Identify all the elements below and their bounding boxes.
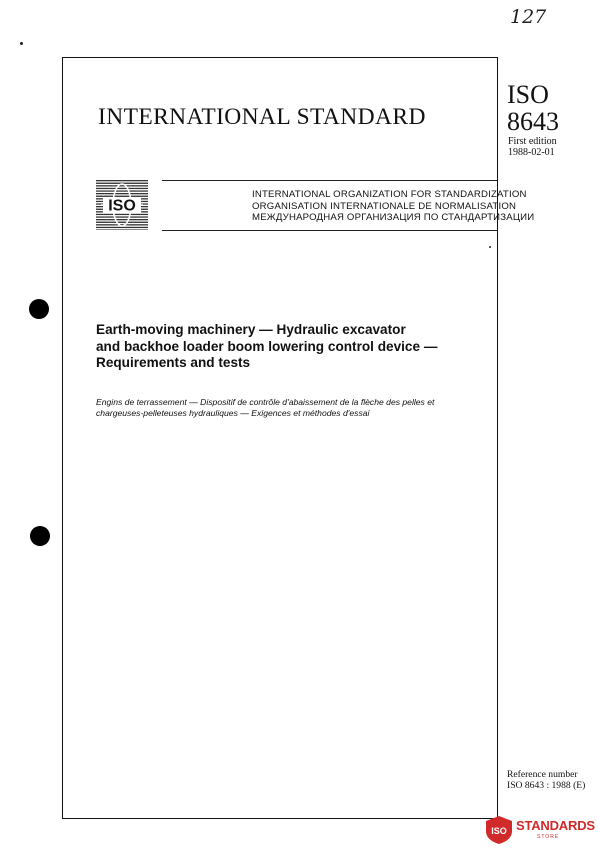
iso-code — [507, 81, 559, 135]
iso-logo — [96, 180, 148, 230]
rule-top — [162, 180, 497, 181]
org-name-ru: МЕЖДУНАРОДНАЯ ОРГАНИЗАЦИЯ ПО СТАНДАРТИЗАЦИИ — [252, 212, 535, 223]
handwritten-page-number: 127 — [510, 6, 547, 28]
edition-info — [508, 136, 557, 158]
store-sub: STORE — [537, 834, 560, 840]
standard-title-line: Requirements and tests — [96, 355, 251, 370]
punch-hole-bottom — [30, 526, 50, 546]
store-badge-icon — [484, 815, 514, 845]
standard-title-line: and backhoe loader boom lowering control device — — [96, 338, 438, 354]
reference-value: ISO 8643 : 1988 (E) — [507, 779, 586, 791]
rule-bottom — [162, 230, 497, 231]
iso-number: 8643 — [507, 107, 559, 136]
reference-number — [507, 770, 585, 791]
standard-title — [96, 322, 476, 372]
org-name-fr: ORGANISATION INTERNATIONALE DE NORMALISATION — [252, 200, 517, 212]
org-name-en: INTERNATIONAL ORGANIZATION FOR STANDARDIZATION — [252, 189, 527, 200]
french-title-line: Engins de terrassement — Dispositif de contrôle d'abaissement de la flèche des pelles et — [96, 397, 435, 407]
edition-date: 1988-02-01 — [508, 147, 555, 158]
edition-label: First edition — [508, 136, 557, 147]
scan-speck — [20, 42, 23, 45]
reference-label: Reference number — [507, 769, 578, 780]
page-title: INTERNATIONAL STANDARD — [98, 104, 426, 130]
organization-names — [252, 189, 534, 224]
document-frame — [62, 57, 498, 819]
svg-text:ISO: ISO — [108, 197, 136, 215]
svg-text:ISO: ISO — [491, 826, 507, 836]
standard-title-line: Earth-moving machinery — Hydraulic excavator — [96, 322, 406, 337]
iso-logo-icon — [96, 180, 148, 230]
store-brand: STANDARDS — [516, 818, 595, 833]
french-title-line: chargeuses-pelleteuses hydrauliques — Exigences et méthodes d'essai — [96, 408, 370, 418]
french-title — [96, 397, 434, 419]
iso-label: ISO — [507, 80, 549, 109]
store-watermark — [484, 815, 596, 845]
punch-hole-top — [29, 299, 49, 319]
